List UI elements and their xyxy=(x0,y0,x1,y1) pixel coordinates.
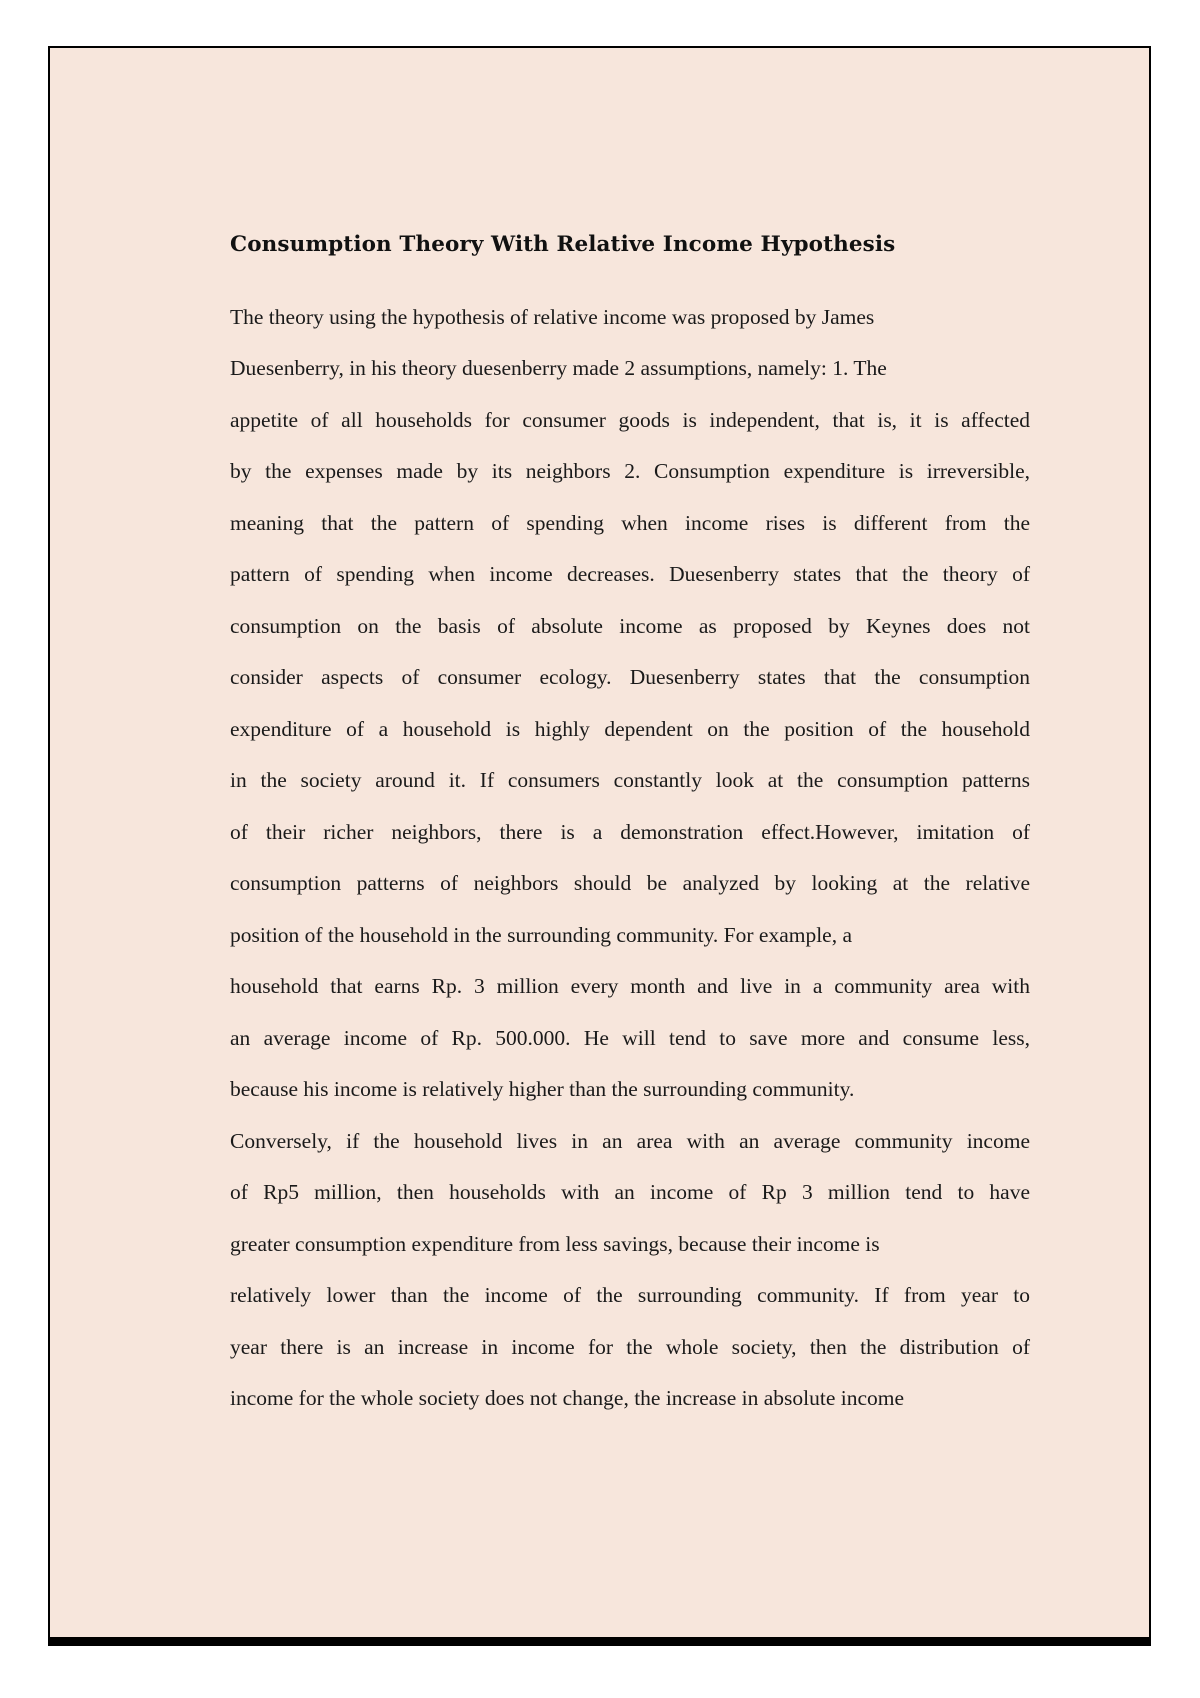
body-line: household that earns Rp. 3 million every month and live in a community area with xyxy=(230,974,1030,998)
document-title: Consumption Theory With Relative Income Hypothesis xyxy=(230,232,896,257)
document-content xyxy=(230,231,1030,1410)
body-line: appetite of all households for consumer goods is independent, that is, it is affected xyxy=(230,408,1030,432)
body-line: The theory using the hypothesis of relative income was proposed by James xyxy=(230,305,875,329)
body-line: income for the whole society does not change, the increase in absolute income xyxy=(230,1386,905,1410)
body-line: in the society around it. If consumers constantly look at the consumption patterns xyxy=(230,768,1030,792)
body-line: by the expenses made by its neighbors 2. Consumption expenditure is irreversible, xyxy=(230,459,1030,483)
body-line: an average income of Rp. 500.000. He will tend to save more and consume less, xyxy=(230,1026,1030,1050)
body-line: of their richer neighbors, there is a demonstration effect.However, imitation of xyxy=(230,820,1030,844)
body-line: because his income is relatively higher than the surrounding community. xyxy=(230,1077,855,1101)
document-page xyxy=(48,46,1151,1646)
body-line: expenditure of a household is highly dependent on the position of the household xyxy=(230,717,1030,741)
body-line: relatively lower than the income of the surrounding community. If from year to xyxy=(230,1283,1030,1307)
body-line: year there is an increase in income for the whole society, then the distribution of xyxy=(230,1335,1030,1359)
body-line: greater consumption expenditure from less savings, because their income is xyxy=(230,1232,880,1256)
body-line: consumption patterns of neighbors should be analyzed by looking at the relative xyxy=(230,871,1030,895)
body-line: Conversely, if the household lives in an area with an average community income xyxy=(230,1129,1030,1153)
body-line: meaning that the pattern of spending when income rises is different from the xyxy=(230,511,1030,535)
body-line: consumption on the basis of absolute income as proposed by Keynes does not xyxy=(230,614,1030,638)
body-line: of Rp5 million, then households with an income of Rp 3 million tend to have xyxy=(230,1180,1030,1204)
body-line: consider aspects of consumer ecology. Duesenberry states that the consumption xyxy=(230,665,1030,689)
body-line: position of the household in the surrounding community. For example, a xyxy=(230,923,853,947)
body-line: pattern of spending when income decreases. Duesenberry states that the theory of xyxy=(230,562,1030,586)
body-line: Duesenberry, in his theory duesenberry made 2 assumptions, namely: 1. The xyxy=(230,356,887,380)
